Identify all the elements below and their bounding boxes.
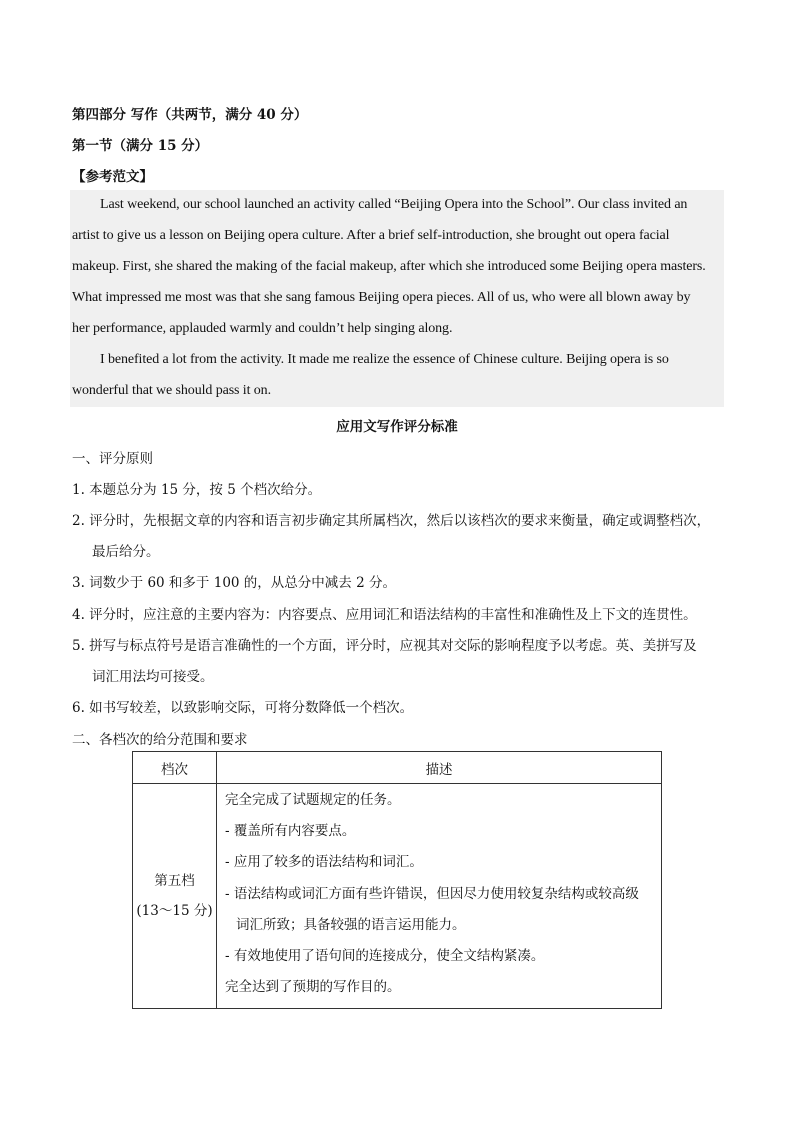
description-line: 词汇所致；具备较强的语言运用能力。	[236, 916, 466, 933]
column-header-level: 档次	[133, 752, 217, 784]
grading-table	[132, 751, 662, 1009]
essay-line: Last weekend, our school launched an activity called “Beijing Opera into the School”. Our class invited an	[100, 197, 688, 212]
principle-item: 最后给分。	[92, 544, 160, 560]
section-heading: 第一节（满分 15 分）	[72, 138, 209, 154]
level-name: 第五档	[154, 873, 195, 890]
table-row	[133, 784, 662, 1009]
essay-line: makeup. First, she shared the making of the facial makeup, after which she introduced some Beijing opera masters.	[72, 259, 706, 274]
description-line: 完全达到了预期的写作目的。	[225, 979, 401, 996]
description-line: - 有效地使用了语句间的连接成分，使全文结构紧凑。	[225, 947, 545, 964]
essay-line: I benefited a lot from the activity. It made me realize the essence of Chinese culture. Beijing opera is so	[100, 352, 669, 367]
table-header-row	[133, 752, 662, 784]
principle-item: 3. 词数少于 60 和多于 100 的，从总分中减去 2 分。	[72, 575, 396, 591]
model-essay	[70, 190, 724, 407]
reference-label: 【参考范文】	[72, 169, 153, 185]
principles-heading: 一、评分原则	[72, 451, 153, 467]
principle-item: 6. 如书写较差，以致影响交际，可将分数降低一个档次。	[72, 700, 414, 716]
principle-item: 2. 评分时，先根据文章的内容和语言初步确定其所属档次，然后以该档次的要求来衡量，确定或调整档次，	[72, 513, 711, 529]
principle-item: 4. 评分时，应注意的主要内容为：内容要点、应用词汇和语法结构的丰富性和准确性及上下文的连贯性。	[72, 607, 697, 623]
description-line: - 应用了较多的语法结构和词汇。	[225, 854, 423, 871]
essay-line: What impressed me most was that she sang famous Beijing opera pieces. All of us, who were all blown away by	[72, 290, 691, 305]
level-score-range: (13～15 分)	[136, 903, 213, 920]
essay-line: her performance, applauded warmly and couldn’t help singing along.	[72, 321, 453, 336]
criteria-title: 应用文写作评分标准	[336, 419, 458, 435]
principle-item: 词汇用法均可接受。	[92, 669, 214, 685]
levels-heading: 二、各档次的给分范围和要求	[72, 732, 248, 748]
column-header-description: 描述	[217, 752, 662, 784]
description-cell	[217, 784, 662, 1009]
part-heading: 第四部分 写作（共两节，满分 40 分）	[72, 107, 308, 123]
essay-line: artist to give us a lesson on Beijing opera culture. After a brief self-introduction, she brought out opera facial	[72, 228, 670, 243]
principle-item: 5. 拼写与标点符号是语言准确性的一个方面，评分时，应视其对交际的影响程度予以考虑。英、美拼写及	[72, 638, 697, 654]
description-line: - 覆盖所有内容要点。	[225, 823, 356, 840]
level-cell	[133, 784, 217, 1009]
essay-line: wonderful that we should pass it on.	[72, 383, 271, 398]
principle-item: 1. 本题总分为 15 分，按 5 个档次给分。	[72, 482, 322, 498]
description-line: 完全完成了试题规定的任务。	[225, 792, 401, 808]
description-line: - 语法结构或词汇方面有些许错误，但因尽力使用较复杂结构或较高级	[225, 885, 639, 902]
